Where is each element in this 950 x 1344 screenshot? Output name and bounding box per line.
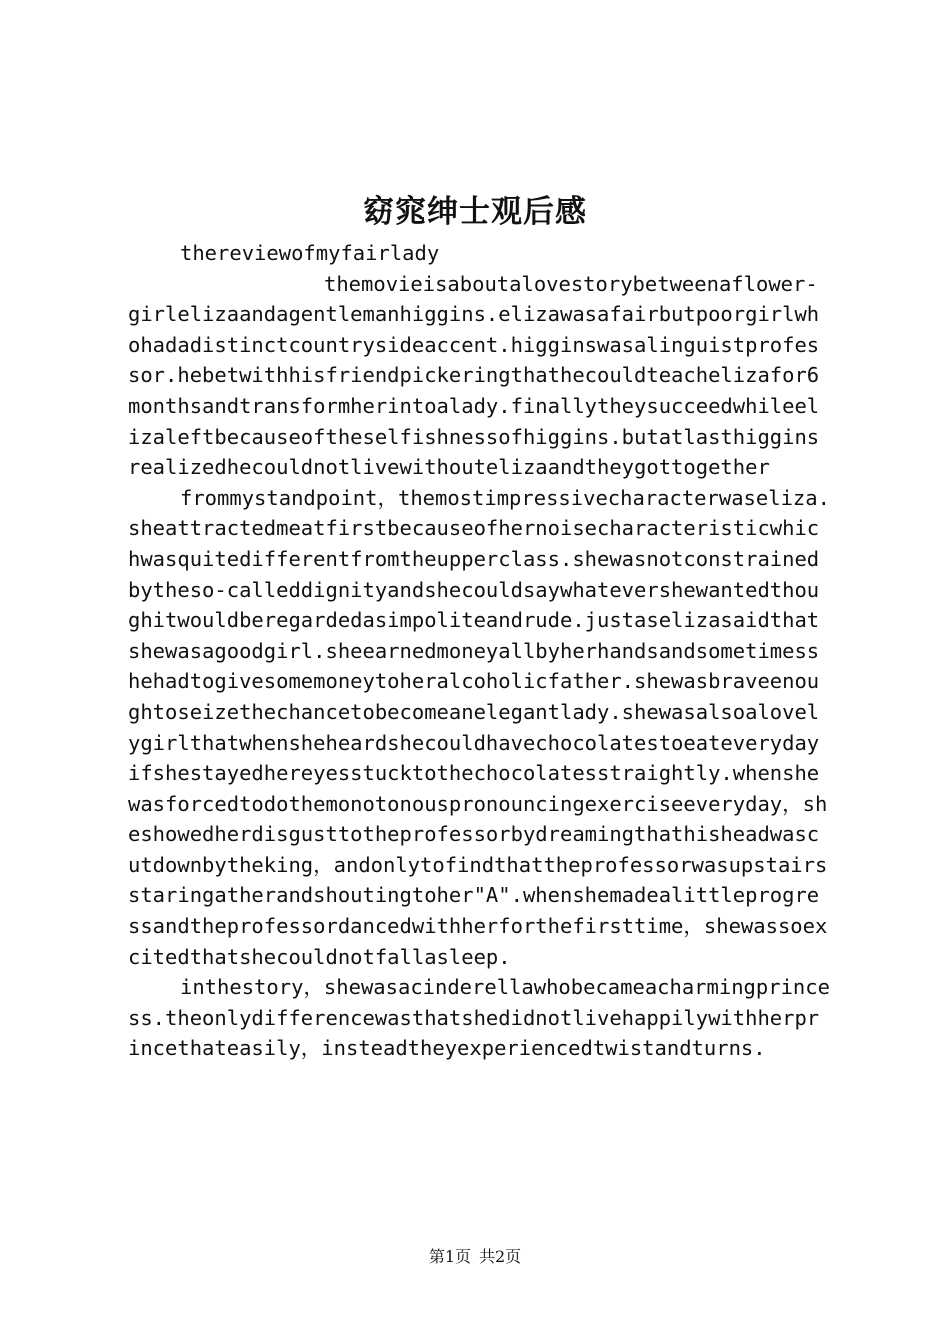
document-body: [128, 238, 830, 1064]
page-footer: [0, 1244, 950, 1267]
paragraph-summary: themovieisaboutalovestorybetweenaflower-girlelizaandagentlemanhiggins.elizawasafairbutpoorgirlwhohadadistinctcountrysideaccent.higginswasalinguistprofessor.hebetwithhisfriendpickeringthathecouldteachelizafor6monthsandtransformherintoalady.finallytheysucceedwhileelizaleftbecauseoftheselfishnessofhiggins.butatlasthigginsrealizedhecouldnotlivewithoutelizaandtheygottogether: [128, 271, 820, 480]
page-number: 第1页: [428, 1247, 471, 1266]
paragraph-cinderella: inthestory，shewasacinderellawhobecameacharmingprincess.theonlydifferencewasthatshedidnotlivehappilywithherprincethateasily，insteadtheyexperiencedtwistandturns.: [128, 975, 830, 1061]
paragraph-character: frommystandpoint，themostimpressivecharacterwaseliza.sheattractedmeatfirstbecauseofhernoisecharacteristicwhichwasquitedifferentfromtheupperclass.shewasnotconstrainedbytheso-calleddignityandshecouldsaywhatevershewantedthoughitwouldberegardedasimpoliteandrude.justaselizasaidthatshewasagoodgirl.sheearnedmoneyallbyherhandsandsometimesshehadtogivesomemoneytoheralcoholicfather.shewasbraveenoughtoseizethechancetobecomeanelegantlady.shewasalsoalovelygirlthatwhensheheardshecouldhavechocolatestoeateverydayifshestayedhereyesstucktothechocolatesstraightly.whenshewasforcedtodothemonotonouspronouncingexerciseeveryday，sheshowedherdisgusttotheprofessorbydreamingthathisheadwascutdownbytheking，andonlytofindthattheprofessorwasupstairsstaringatherandshoutingtoher"A".whenshemadealittleprogressandtheprofessordancedwithherforthefirsttime，shewassoexcitedthatshecouldnotfallasleep.: [128, 485, 830, 969]
page-total: 共2页: [479, 1247, 522, 1266]
page-title: 窈窕绅士观后感: [363, 194, 587, 230]
document-subtitle: thereviewofmyfairlady: [180, 241, 440, 265]
